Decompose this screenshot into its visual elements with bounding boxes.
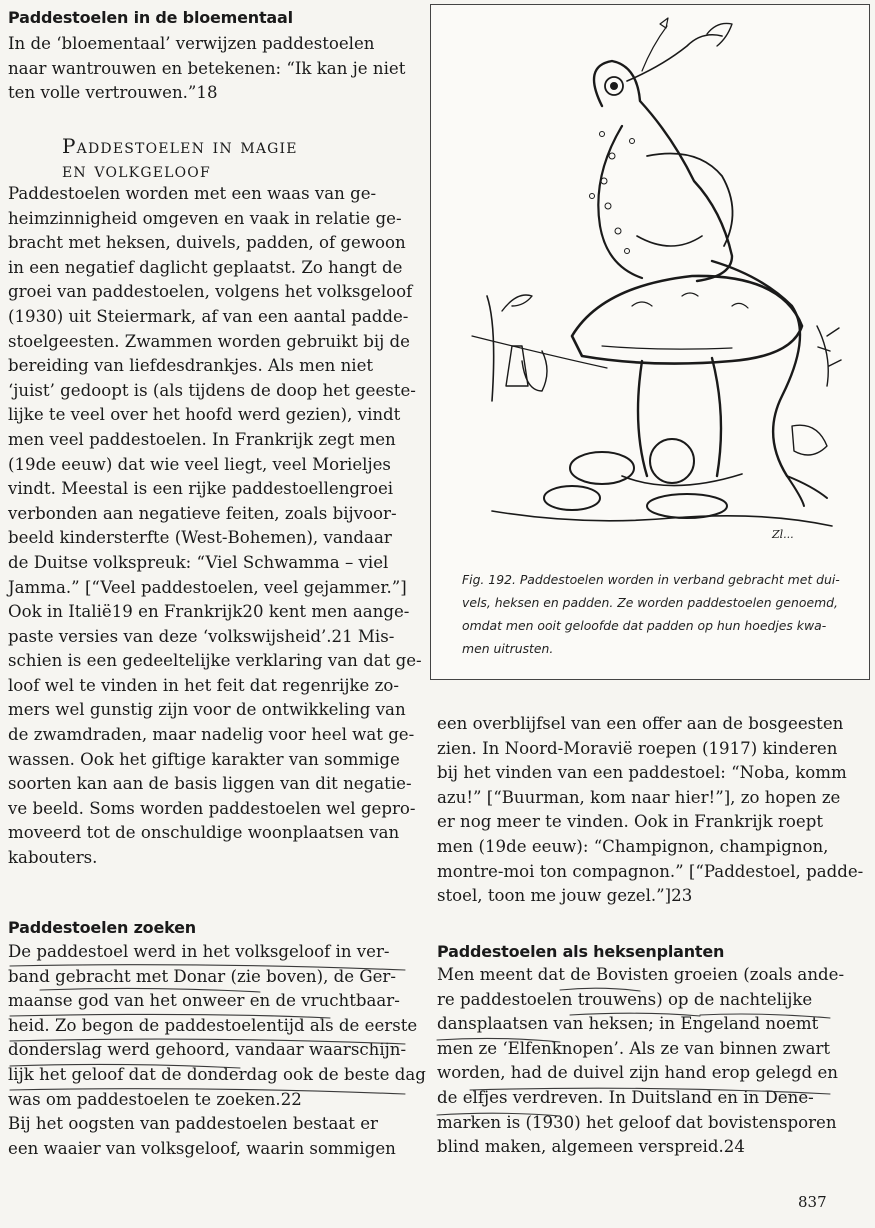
text-line: Ook in Italië19 en Frankrijk20 kent men aange-: [8, 602, 410, 622]
text-line: naar wantrouwen en betekenen: “Ik kan je niet: [8, 58, 406, 78]
text-line: re paddestoelen trouwens) op de nachtelijke: [437, 989, 813, 1009]
caption-line: vels, heksen en padden. Ze worden paddestoelen genoemd,: [462, 595, 838, 610]
text-line: blind maken, algemeen verspreid.24: [437, 1137, 745, 1157]
text-line: De paddestoel werd in het volksgeloof in ver-: [8, 942, 390, 961]
text-line: lijk het geloof dat de donderdag ook de beste dag: [8, 1064, 426, 1084]
text-line: (19de eeuw) dat wie veel liegt, veel Morieljes: [8, 454, 391, 474]
heading-line: en volkgeloof: [62, 158, 211, 182]
text-line: moveerd tot de onschuldige woonplaatsen van: [8, 823, 400, 843]
text-line: bij het vinden van een paddestoel: “Noba, komm: [437, 763, 847, 783]
text-line: donderslag werd gehoord, vandaar waarschijn-: [8, 1040, 407, 1060]
text-line: de zwamdraden, maar nadelig voor heel wat ge-: [8, 725, 415, 745]
text-line: stoelgeesten. Zwammen worden gebruikt bij de: [8, 331, 410, 351]
artist-signature: Zl...: [772, 528, 794, 541]
text-line: zien. In Noord-Moravië roepen (1917) kinderen: [437, 738, 838, 758]
text-line: kabouters.: [8, 848, 98, 868]
text-line: In de ‘bloementaal’ verwijzen paddestoelen: [8, 34, 375, 53]
paragraph-heksenplanten: [437, 963, 845, 1160]
chapter-heading-magic: [62, 134, 298, 182]
paragraph-moravie: [437, 712, 864, 909]
text-line: heid. Zo begon de paddestoelentijd als de eerste: [8, 1015, 418, 1035]
paragraph-bloementaal: [8, 32, 408, 106]
text-line: lijke te veel over het hoofd werd gezien), vindt: [8, 405, 401, 425]
heading-line: Paddestoelen in magie: [62, 134, 298, 158]
text-line: band gebracht met Donar (zie boven), de Ger-: [8, 966, 396, 986]
text-line: men veel paddestoelen. In Frankrijk zegt men: [8, 429, 396, 449]
text-line: een waaier van volksgeloof, waarin sommigen: [8, 1138, 396, 1158]
paragraph-zoeken: [8, 940, 426, 1161]
text-line: wassen. Ook het giftige karakter van sommige: [8, 749, 400, 769]
text-line: de Duitse volkspreuk: “Viel Schwamma – viel: [8, 552, 389, 572]
text-line: mers wel gunstig zijn voor de ontwikkeling van: [8, 700, 406, 720]
text-line: Jamma.” [“Veel paddestoelen, veel gejammer.”]: [8, 577, 407, 597]
text-line: ve beeld. Soms worden paddestoelen wel gepro-: [8, 798, 416, 818]
section-heading-bloementaal: Paddestoelen in de bloementaal: [8, 8, 293, 27]
text-line: bereiding van liefdesdrankjes. Als men niet: [8, 356, 374, 376]
text-line: soorten kan aan de basis liggen van dit negatie-: [8, 774, 412, 794]
text-line: verbonden aan negatieve feiten, zoals bijvoor-: [8, 503, 397, 523]
section-heading-zoeken: Paddestoelen zoeken: [8, 918, 196, 937]
text-line: Men meent dat de Bovisten groeien (zoals ande-: [437, 965, 845, 984]
text-line: men ze ‘Elfenknopen’. Als ze van binnen zwart: [437, 1038, 831, 1058]
text-line: stoel, toon me jouw gezel.”]23: [437, 886, 693, 906]
paragraph-magic: [8, 182, 422, 871]
text-line: was om paddestoelen te zoeken.22: [8, 1089, 302, 1109]
toad-on-mushroom-illustration: [432, 6, 868, 566]
text-line: maanse god van het onweer en de vruchtbaar-: [8, 991, 400, 1011]
caption-line: omdat men ooit geloofde dat padden op hun hoedjes kwa-: [462, 618, 827, 633]
text-line: loof wel te vinden in het feit dat regenrijke zo-: [8, 675, 399, 695]
text-line: marken is (1930) het geloof dat bovistensporen: [437, 1112, 837, 1132]
text-line: men (19de eeuw): “Champignon, champignon,: [437, 836, 829, 856]
text-line: ‘juist’ gedoopt is (als tijdens de doop het geeste-: [8, 380, 416, 400]
text-line: Paddestoelen worden met een waas van ge-: [8, 184, 377, 203]
text-line: dansplaatsen van heksen; in Engeland noemt: [437, 1014, 819, 1034]
text-line: vindt. Meestal is een rijke paddestoellengroei: [8, 479, 394, 499]
section-heading-heksenplanten: Paddestoelen als heksenplanten: [437, 942, 725, 961]
text-line: worden, had de duivel zijn hand erop gelegd en: [437, 1063, 838, 1083]
text-line: paste versies van deze ‘volkswijsheid’.21 Mis-: [8, 626, 395, 646]
text-line: beeld kindersterfte (West-Bohemen), vandaar: [8, 528, 392, 548]
text-line: (1930) uit Steiermark, af van een aantal padde-: [8, 306, 409, 326]
text-line: heimzinnigheid omgeven en vaak in relatie ge-: [8, 208, 402, 228]
text-line: Bij het oogsten van paddestoelen bestaat er: [8, 1114, 378, 1134]
text-line: montre-moi ton compagnon.” [“Paddestoel, padde-: [437, 861, 864, 881]
caption-line: men uitrusten.: [462, 641, 554, 656]
caption-line: Fig. 192. Paddestoelen worden in verband gebracht met dui-: [462, 572, 840, 587]
text-line: een overblijfsel van een offer aan de bosgeesten: [437, 714, 844, 733]
text-line: schien is een gedeeltelijke verklaring van dat ge-: [8, 651, 422, 671]
figure-caption: [462, 568, 862, 660]
text-line: de elfjes verdreven. In Duitsland en in Dene-: [437, 1087, 814, 1107]
text-line: in een negatief daglicht geplaatst. Zo hangt de: [8, 257, 403, 277]
text-line: ten volle vertrouwen.”18: [8, 83, 218, 103]
page-number: 837: [798, 1193, 827, 1211]
text-line: er nog meer te vinden. Ook in Frankrijk roept: [437, 812, 824, 832]
text-line: groei van paddestoelen, volgens het volksgeloof: [8, 282, 413, 302]
text-line: bracht met heksen, duivels, padden, of gewoon: [8, 233, 406, 253]
text-line: azu!” [“Buurman, kom naar hier!”], zo hopen ze: [437, 787, 841, 807]
